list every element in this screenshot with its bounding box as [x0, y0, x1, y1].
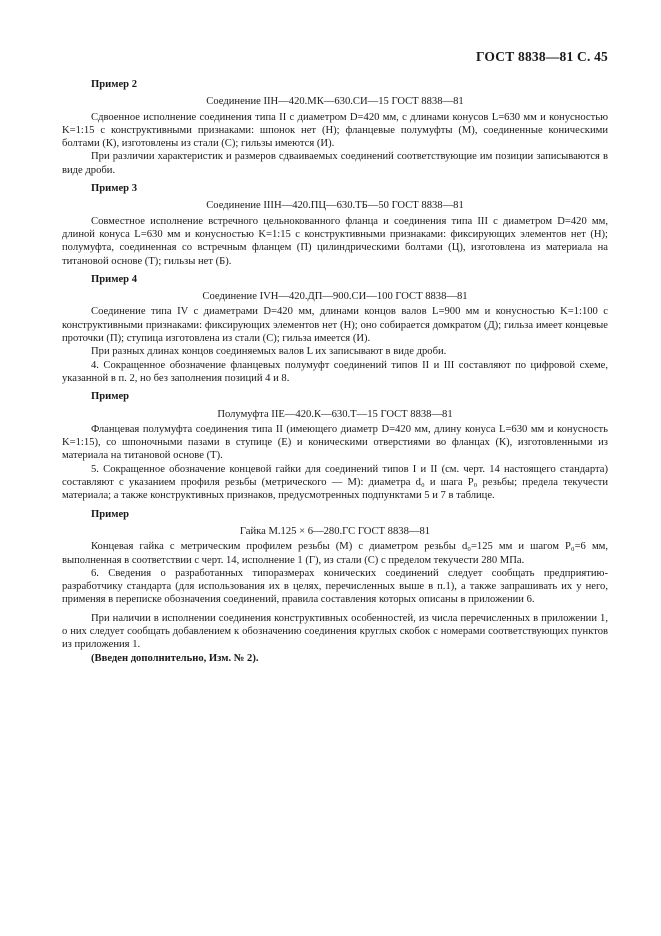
example-heading: Пример 2	[91, 79, 137, 90]
paragraph: 4. Сокращенное обозначение фланцевых полумуфт соединений типов II и III составляют по цифровой схеме, указанной в п. 2, но без заполнения позиций 4 и 8.	[62, 359, 608, 384]
example-heading: Пример 3	[91, 183, 137, 195]
paragraph: При разных длинах концов соединяемых валов L их записывают в виде дроби.	[91, 346, 447, 358]
designation-line: Соединение IIIН—420.ПЦ—630.ТБ—50 ГОСТ 8838—81	[206, 200, 464, 212]
paragraph: 6. Сведения о разработанных типоразмерах конических соединений следует сообщать предприятию-разработчику стандарта (для использования их в целях, перечисленных выше в п.1), а также запрашивать их у него, применяя в переписке обозначения соединений, правила составления которых описаны в приложении 6.	[62, 567, 608, 606]
paragraph: Концевая гайка с метрическим профилем резьбы (М) с диаметром резьбы d₀=125 мм и шагом P₀=6 мм, выполненная в соответствии с черт. 14, исполнение 1 (Г), из стали (С) с пределом текучести 280 МПа.	[62, 541, 608, 566]
designation-line: Гайка М.125 × 6—280.ГС ГОСТ 8838—81	[239, 525, 431, 537]
designation-line: Соединение IVН—420.ДП—900.СИ—100 ГОСТ 8838—81	[202, 291, 468, 303]
paragraph: Совместное исполнение встречного цельнокованного фланца и соединения типа III с диаметром D=420 мм, длиной конуса L=630 мм и конусностью K=1:15 с конструктивными признаками: фиксирующих элементов нет (Н); полумуфта, соединенная со встречным фланцем (П) цилиндрическими болтами (Ц), изготовлена из материала на титановой основе (Т); гильзы нет (Б).	[62, 215, 608, 267]
designation-line: Соединение IIН—420.МК—630.СИ—15 ГОСТ 8838—81	[206, 96, 464, 108]
page-header: ГОСТ 8838—81 С. 45	[475, 49, 608, 64]
example-heading: Пример 4	[91, 273, 137, 285]
amendment-note: (Введен дополнительно, Изм. № 2).	[91, 652, 259, 664]
paragraph: 5. Сокращенное обозначение концевой гайки для соединений типов I и II (см. черт. 14 настоящего стандарта) составляют с указанием профиля резьбы (метрического — М): диаметра d₀ и шага P₀ резьбы; предела текучести материала; а также конструктивных признаков, предусмотренных подпунктами 5 и 7 в таблице.	[62, 463, 608, 502]
designation-line: Полумуфта IIЕ—420.К—630.Т—15 ГОСТ 8838—81	[217, 408, 453, 420]
paragraph: Фланцевая полумуфта соединения типа II (имеющего диаметр D=420 мм, длину конуса L=630 мм и конусность K=1:15), со шпоночными пазами в ступице (Е) и коническими отверстиями во фланцах (К), изготовленными из материала на титановой основе (Т).	[62, 423, 608, 462]
paragraph: При различии характеристик и размеров сдваиваемых соединений соответствующие им позиции записываются в виде дроби.	[62, 151, 608, 176]
paragraph: При наличии в исполнении соединения конструктивных особенностей, из числа перечисленных в приложении 1, о них следует сообщать добавлением к обозначению соединения круглых скобок с номерами соответствующих пунктов из приложения 1.	[62, 612, 608, 651]
paragraph: Соединение типа IV с диаметрами D=420 мм, длинами концов валов L=900 мм и конусностью K=1:100 с конструктивными признаками: фиксирующих элементов нет (Н); оно собирается домкратом (Д); гильза имеет концевые проточки (П); ступица изготовлена из стали (С); гильза имеется (И).	[62, 306, 608, 345]
document-body	[62, 78, 608, 665]
paragraph: Сдвоенное исполнение соединения типа II с диаметром D=420 мм, с длинами конусов L=630 мм и конусностью K=1:15 с конструктивными признаками: шпонок нет (Н); фланцевые полумуфты (М), соединенные коническими болтами (К), изготовлены из стали (С); гильзы имеются (И).	[62, 111, 608, 150]
example-heading: Пример	[91, 508, 130, 520]
example-heading: Пример	[91, 391, 130, 403]
